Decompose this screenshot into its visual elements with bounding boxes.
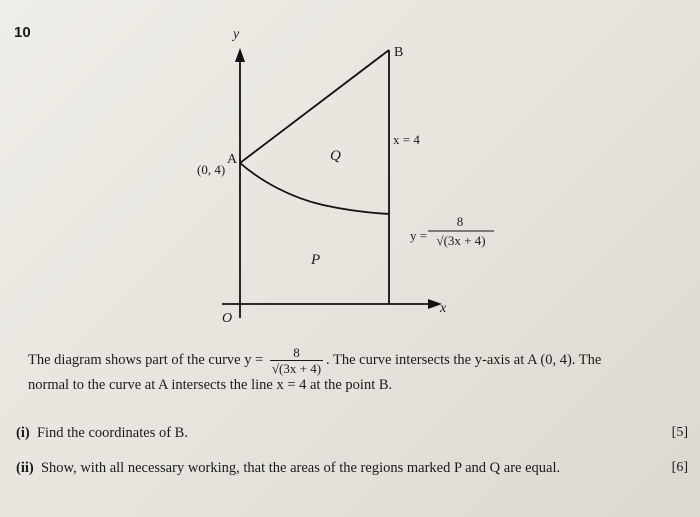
stem-fraction (270, 345, 323, 376)
part-ii-marks: [6] (671, 460, 688, 475)
point-a-label: A (227, 152, 238, 167)
stem-fraction-denominator: √(3x + 4) (271, 361, 322, 376)
region-q-label: Q (330, 148, 341, 164)
normal-line (240, 50, 389, 163)
region-p-label: P (311, 252, 321, 268)
part-ii-text: Show, with all necessary working, that the areas of the regions marked P and Q are equal. (40, 460, 561, 476)
stem-fraction-numerator: 8 (293, 345, 300, 360)
stem-text-2: . The curve intersects the y-axis at A (0, 4). The (326, 351, 602, 368)
curve (240, 163, 389, 214)
part-ii (0, 460, 700, 480)
part-i-text: Find the coordinates of B. (36, 425, 188, 441)
part-ii-label (16, 460, 560, 477)
curve-label-denominator: √(3x + 4) (436, 233, 486, 248)
stem-text-3: normal to the curve at A intersects the line x = 4 at the point B. (28, 377, 393, 393)
part-i-number: (i) (16, 425, 30, 441)
question-stem (28, 345, 688, 395)
point-a-coords: (0, 4) (197, 162, 226, 177)
origin-label: O (222, 311, 233, 326)
y-axis-label: y (233, 27, 240, 42)
point-b-label: B (394, 45, 404, 60)
y-axis-arrow-icon (235, 48, 245, 62)
line-x-equals-4-label: x = 4 (393, 132, 420, 147)
curve-label-prefix: y = (410, 228, 428, 243)
part-ii-number: (ii) (16, 460, 34, 476)
curve-label-numerator: 8 (456, 214, 464, 229)
part-i-label (16, 425, 188, 442)
part-i (0, 425, 700, 445)
stem-text-1: The diagram shows part of the curve y = (28, 351, 264, 368)
part-i-marks: [5] (671, 425, 688, 440)
x-axis-label: x (440, 301, 447, 316)
question-number: 10 (14, 24, 31, 41)
